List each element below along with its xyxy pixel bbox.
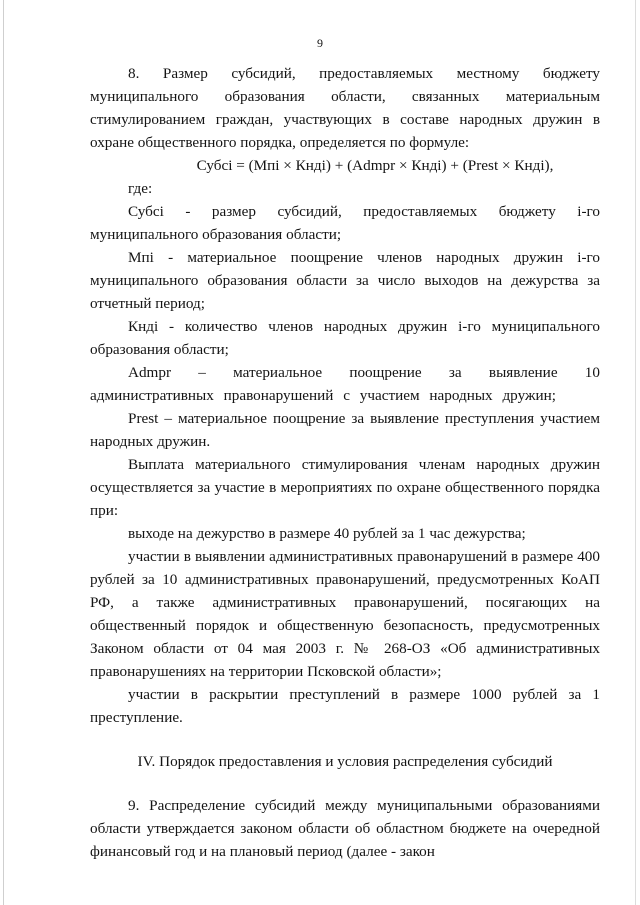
definition-knd: Кндi - количество членов народных дружин i-го муниципального образования области;: [90, 318, 600, 358]
paragraph-9: 9. Распределение субсидий между муниципальными образованиями области утверждается законом области об областном бюджете на очередной финансовый год и на плановый период (далее - закон: [90, 797, 600, 860]
definition-admpr: Admpr – материальное поощрение за выявление 10 административных правонарушений с участием народных дружин;: [90, 364, 600, 404]
document-body: [90, 62, 600, 863]
payment-duty-item: выходе на дежурство в размере 40 рублей за 1 час дежурства;: [128, 525, 526, 542]
subsidy-formula: Субсi = (Мпi × Кндi) + (Admpr × Кндi) + (Prest × Кндi),: [196, 157, 554, 174]
definition-subs: Субсi - размер субсидий, предоставляемых бюджету i-го муниципального образования области;: [90, 203, 600, 243]
paragraph-8: 8. Размер субсидий, предоставляемых местному бюджету муниципального образования области, связанных материальным стимулированием граждан, участвующих в составе народных дружин в охране общественного порядка, определяется по формуле:: [90, 65, 600, 151]
payment-offenses-item: участии в выявлении административных правонарушений в размере 400 рублей за 10 административных правонарушений, предусмотренных КоАП РФ, а также административных правонарушений, посягающих на общественный порядок и общественную безопасность, предусмотренных Законом области от 04 мая 2003 г. № 268-ОЗ «Об административных правонарушениях на территории Псковской области»;: [90, 548, 600, 680]
page-number: 9: [317, 36, 323, 50]
scan-edge-left: [3, 0, 4, 905]
definition-prest: Prest – материальное поощрение за выявление преступления участием народных дружин.: [90, 410, 600, 450]
payment-crimes-item: участии в раскрытии преступлений в размере 1000 рублей за 1 преступление.: [90, 686, 600, 726]
section-iv-heading: IV. Порядок предоставления и условия распределения субсидий: [137, 753, 553, 770]
where-label: где:: [128, 180, 153, 197]
payment-paragraph: Выплата материального стимулирования членам народных дружин осуществляется за участие в мероприятиях по охране общественного порядка при:: [90, 456, 600, 519]
scan-edge-right: [635, 0, 636, 905]
definition-mp: Мпi - материальное поощрение членов народных дружин i-го муниципального образования области за число выходов на дежурства за отчетный период;: [90, 249, 600, 312]
